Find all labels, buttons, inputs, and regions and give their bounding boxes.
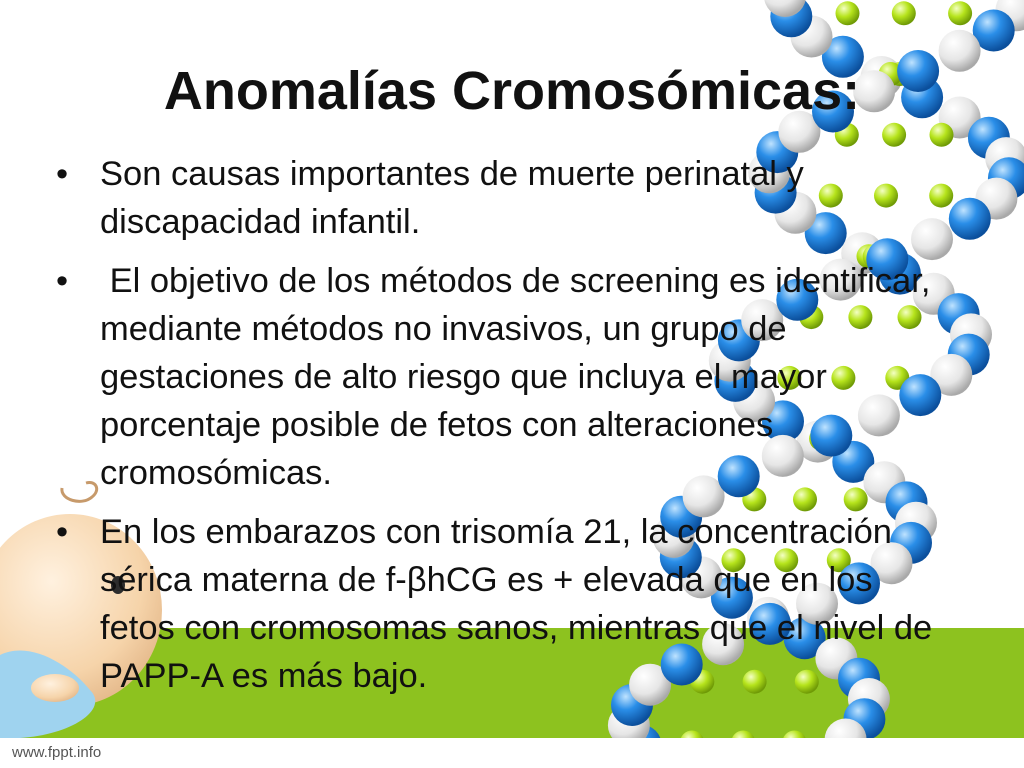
slide-title: Anomalías Cromosómicas: [163,61,861,121]
bullet-item-2 [56,257,956,497]
dna-sphere [882,123,906,147]
bullet-text-3: En los embarazos con trisomía 21, la concentración sérica materna de f-βhCG es + elevada que en los fetos con cromosomas sanos, mientras que el nivel de PAPP-A es más bajo. [100,513,933,695]
bullet-dot: • [56,513,69,551]
bullet-list [56,150,956,711]
footer-url: www.fppt.info [12,744,102,761]
bullet-text-1: Son causas importantes de muerte perinatal y discapacidad infantil. [100,155,804,241]
bullet-item-1 [56,150,956,246]
dna-sphere [836,1,860,25]
dna-sphere [948,1,972,25]
dna-sphere [930,123,954,147]
footer-bar [0,738,1024,768]
bullet-item-3 [56,508,956,700]
bullet-text-2: El objetivo de los métodos de screening es identificar, mediante métodos no invasivos, un grupo de gestaciones de alto riesgo que incluya el mayor porcentaje posible de fetos con alteraciones cromosómicas. [100,262,940,492]
bullet-dot: • [56,262,69,300]
bullet-dot: • [56,155,69,193]
dna-sphere [892,1,916,25]
